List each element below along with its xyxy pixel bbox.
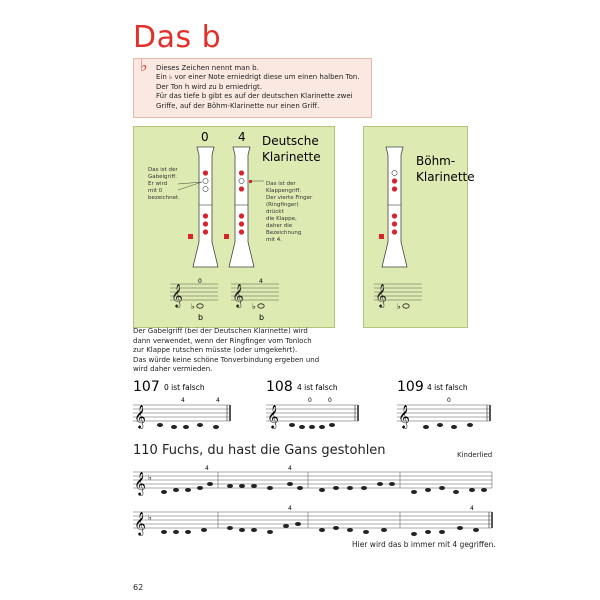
treble-clef-icon: 𝄞 — [171, 283, 183, 307]
note-right-line: Bezeichnung — [266, 230, 302, 236]
fingering-mark: 4 — [216, 397, 220, 404]
clarinet-icon — [188, 147, 218, 267]
note-name: b — [198, 313, 204, 322]
exercises-row — [130, 376, 500, 440]
paragraph-line: Das würde keine schöne Tonverbindung ergeben und — [133, 355, 320, 364]
note-right-line: drückt — [266, 209, 284, 215]
german-heading-line: Klarinette — [262, 150, 321, 164]
note-head — [258, 304, 264, 308]
fingering-mark: 4 — [288, 505, 292, 512]
explanation-paragraph — [133, 327, 338, 375]
fingering-4-label: 4 — [238, 130, 246, 144]
treble-clef-icon: 𝄞 — [134, 404, 146, 428]
note-left-line: bezeichnet. — [148, 195, 180, 201]
note-left-line: Er wird — [148, 181, 168, 187]
note-right-line: Das ist der — [266, 181, 296, 187]
key-signature-flat-icon: ♭ — [148, 513, 152, 522]
key-signature-flat-icon: ♭ — [148, 473, 152, 482]
info-line: Der Ton h wird zu b erniedrigt. — [156, 82, 263, 91]
paragraph-line: dann verwendet, wenn der Ringfinger vom Tonloch — [133, 336, 312, 345]
page-title: Das b — [133, 20, 222, 55]
flat-icon: ♭ — [191, 302, 195, 311]
exercise-label: 4 ist falsch — [427, 383, 468, 392]
fingering-mark: 4 — [288, 465, 292, 472]
note-head — [403, 304, 409, 308]
exercise-label: 4 ist falsch — [297, 383, 338, 392]
exercise-number: 109 — [397, 379, 424, 395]
fingering-mark: 0 — [308, 397, 312, 404]
boehm-heading-line: Klarinette — [416, 170, 475, 184]
boehm-clarinet-diagram — [364, 127, 475, 327]
clarinet-icon — [379, 147, 407, 267]
fingering-mark: 4 — [181, 397, 185, 404]
info-line: Griffe, auf der Böhm-Klarinette nur einen Griff. — [156, 101, 320, 110]
note-group — [423, 423, 473, 429]
note-right-line: Klappengriff. — [266, 188, 302, 194]
treble-clef-icon: 𝄞 — [134, 511, 146, 535]
note-right-line: mit 4. — [266, 237, 283, 243]
exercise-107 — [133, 379, 230, 429]
info-line: Für das tiefe b gibt es auf der deutschen Klarinette zwei — [156, 92, 353, 101]
exercise-109 — [397, 379, 490, 429]
paragraph-line: Der Gabelgriff (bei der Deutschen Klarinette) wird — [133, 327, 308, 335]
note-left-line: Gabelgriff. — [148, 174, 177, 180]
exercise-label: 0 ist falsch — [164, 383, 205, 392]
exercise-number: 107 — [133, 379, 160, 395]
staff-fingering: 0 — [198, 278, 202, 285]
flat-icon: ♭ — [252, 302, 256, 311]
note-head — [197, 304, 203, 308]
paragraph-line: zur Klappe rutschen müsste (oder umgekehrt). — [133, 346, 298, 354]
german-clarinet-panel — [133, 126, 335, 328]
fingering-0-label: 0 — [201, 130, 209, 144]
treble-clef-icon: 𝄞 — [134, 471, 146, 495]
note-right-line: die Klappe, — [266, 216, 297, 222]
flat-icon: ♭ — [397, 302, 401, 311]
exercise-number: 108 — [266, 379, 293, 395]
note-group — [289, 423, 335, 429]
treble-clef-icon: 𝄞 — [232, 283, 244, 307]
exercise-108 — [266, 379, 358, 429]
info-line: Ein ♭ vor einer Note erniedrigt diese um einen halben Ton. — [156, 73, 360, 82]
treble-clef-icon: 𝄞 — [375, 283, 387, 307]
info-text — [156, 64, 368, 111]
fingering-mark: 4 — [205, 465, 209, 472]
note-left-line: mit 0 — [148, 188, 163, 194]
note-right-line: Der vierte Finger — [266, 195, 313, 201]
song-title: 110 Fuchs, du hast die Gans gestohlen — [133, 443, 386, 458]
song-staves — [130, 460, 498, 542]
fingering-mark: 0 — [328, 397, 332, 404]
german-clarinet-diagram — [134, 127, 334, 327]
boehm-clarinet-panel — [363, 126, 475, 328]
staff — [133, 512, 492, 528]
paragraph-line: wird daher vermieden. — [133, 365, 213, 373]
note-left-line: Das ist der — [148, 167, 178, 173]
note-name: b — [259, 313, 265, 322]
german-heading-line: Deutsche — [262, 134, 319, 148]
note-right-line: (Ringfinger) — [266, 202, 299, 208]
flat-symbol: ♭ — [140, 56, 148, 75]
song-footnote: Hier wird das b immer mit 4 gegriffen. — [352, 540, 496, 549]
treble-clef-icon: 𝄞 — [267, 404, 279, 428]
staff — [133, 472, 492, 488]
note-group — [157, 423, 219, 429]
treble-clef-icon: 𝄞 — [398, 404, 410, 428]
staff — [170, 284, 279, 300]
clarinet-icon — [224, 147, 254, 267]
info-box — [133, 58, 372, 118]
staff-fingering: 4 — [259, 278, 263, 285]
fingering-mark: 0 — [447, 397, 451, 404]
fingering-mark: 4 — [470, 505, 474, 512]
page-number: 62 — [133, 583, 144, 592]
boehm-heading-line: Böhm- — [416, 154, 456, 168]
info-line: Dieses Zeichen nennt man b. — [156, 64, 259, 72]
note-right-line: daher die — [266, 223, 293, 229]
song-source: Kinderlied — [457, 451, 493, 459]
